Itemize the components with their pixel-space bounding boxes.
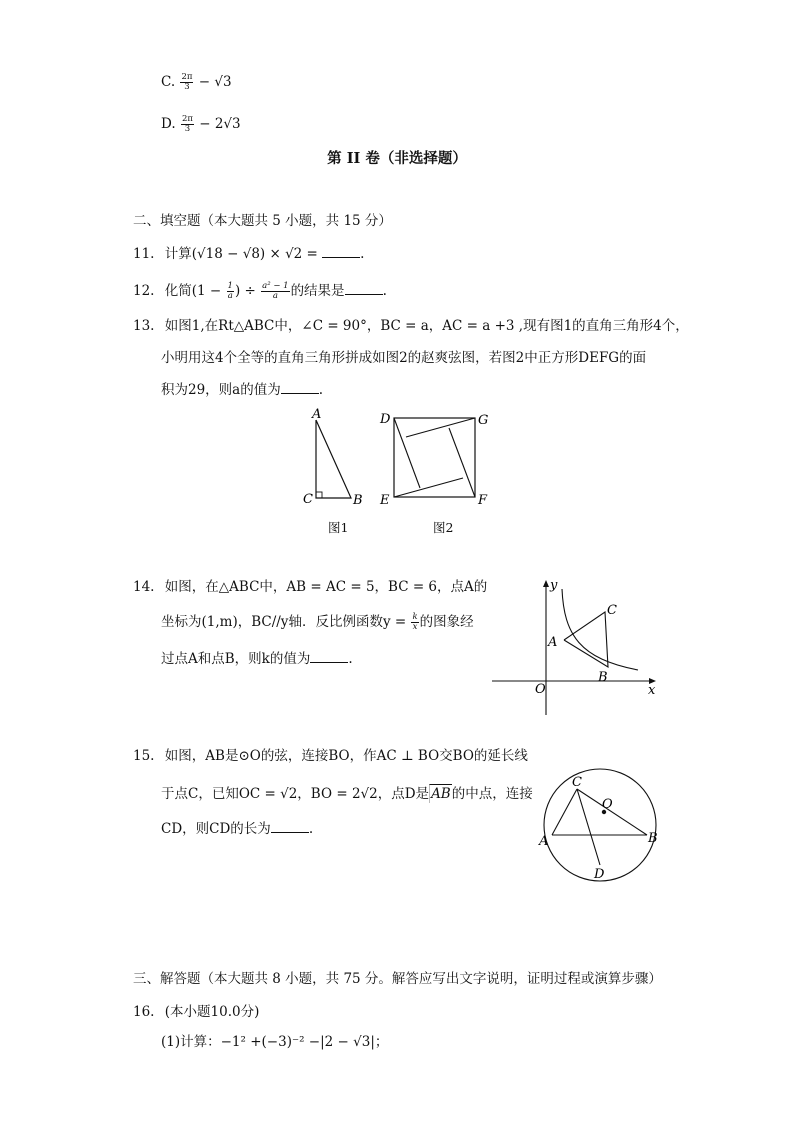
q15-number: 15. [133,748,155,764]
label-y: y [550,578,558,593]
label-b: B [598,670,608,685]
q13-period: . [318,382,324,398]
y-axis-arrow [543,580,549,587]
frac-num: a² − 1 [262,281,289,291]
segment-3 [449,428,475,497]
q14-line2a: 坐标为(1,m)，BC//y轴．反比例函数y = [161,614,407,630]
question-13-line-3 [161,381,323,399]
q14-line1: 如图，在△ABC中，AB = AC = 5，BC = 6，点A的 [164,579,488,595]
frac-num: 1 [227,281,233,291]
question-12 [133,282,387,301]
figure-2-caption: 图2 [433,520,454,535]
label-a: A [539,834,549,849]
figure-1-caption: 图1 [328,520,349,535]
q11-text: 计算(√18 − √8) × √2 = [164,246,318,262]
segment-cb [577,789,647,835]
frac-den: x [412,622,418,632]
label-c: C [607,603,617,618]
q15-circle-figure [530,768,670,883]
square-defg [394,418,475,497]
section2-heading: 二、填空题（本大题共 5 小题，共 15 分） [133,213,392,229]
segment-4 [394,478,463,497]
question-14-line-2 [161,613,474,632]
label-c: C [303,492,313,507]
option-d-fraction [181,115,194,134]
q13-line3: 积为29，则a的值为 [161,382,281,398]
question-13-line-1 [133,317,689,335]
q11-number: 11. [133,246,155,262]
option-d-label: D. [161,116,176,132]
frac-num: k [412,612,418,622]
label-o: O [535,682,546,697]
label-d: D [380,412,391,427]
q14-answer-blank[interactable] [310,650,348,663]
option-d [161,115,241,134]
hyperbola-curve [562,589,638,670]
label-d: D [594,867,605,882]
q14-coordinate-figure [488,575,663,720]
question-15-line-1 [133,747,528,765]
q14-line3: 过点A和点B，则k的值为 [161,651,311,667]
q12-period: . [382,283,387,299]
segment-ac [552,789,577,835]
frac-den: 3 [184,124,191,134]
q15-line3: CD，则CD的长为 [161,821,271,837]
question-14-line-1 [133,578,487,596]
label-e: E [380,493,390,508]
q15-line2a: 于点C，已知OC = √2，BO = 2√2，点D是 [161,786,430,802]
q14-period: . [348,651,353,667]
segment-cd [577,789,600,865]
frac-den: a [227,291,233,301]
right-angle-mark [316,492,322,498]
q12-number: 12. [133,283,155,299]
q16-number: 16. [133,1004,155,1020]
q13-line1: 如图1,在Rt△ABC中，∠C = 90°，BC = a，AC = a +3 ,现有图1的直角三角形4个， [164,318,689,334]
label-o: O [602,797,613,812]
q13-number: 13. [133,318,155,334]
q12-fraction-2 [261,282,289,301]
figure-2-zhao-shuang-diagram [376,404,496,510]
label-b: B [648,831,658,846]
q15-period: . [308,821,314,837]
label-g: G [478,413,489,428]
q11-answer-blank[interactable] [322,245,360,258]
label-a: A [312,407,322,422]
q11-period: . [360,246,365,262]
q12-text-c: 的结果是 [290,283,345,299]
segment-1 [394,418,420,488]
label-c: C [572,775,582,790]
option-c-fraction [180,73,193,92]
frac-den: a [272,291,278,301]
frac-num: 2π [181,114,193,124]
label-b: B [353,493,363,508]
triangle-abc [316,420,351,498]
question-15-line-3 [161,820,313,838]
question-14-line-3 [161,650,353,668]
q12-text-a: 化简(1 − [164,283,222,299]
option-d-expr: − 2√3 [199,116,241,132]
q16-part-1: (1)计算：−1² +(−3)⁻² −|2 − √3|； [161,1034,389,1050]
q15-arc-ab: AB [431,786,451,802]
q12-fraction-1 [227,282,234,301]
part2-title: 第 II 卷（非选择题） [327,150,467,167]
q13-answer-blank[interactable] [281,381,319,394]
q16-intro: (本小题10.0分) [164,1004,260,1020]
label-x: x [648,683,656,698]
label-a: A [548,635,558,650]
label-f: F [478,493,488,508]
q12-answer-blank[interactable] [345,282,383,295]
q15-answer-blank[interactable] [271,820,309,833]
frac-den: 3 [184,82,190,92]
question-15-line-2 [161,784,533,803]
question-11 [133,245,364,263]
option-c [161,73,232,92]
q12-text-b: ) ÷ [234,283,256,299]
q14-fraction [411,613,418,632]
q15-line1: 如图，AB是⊙O的弦，连接BO，作AC ⊥ BO交BO的延长线 [164,748,528,764]
question-16-intro [133,1003,259,1021]
figure-1-right-triangle [296,404,376,524]
section3-heading: 三、解答题（本大题共 8 小题，共 75 分。解答应写出文字说明，证明过程或演算步骤） [133,971,662,987]
option-c-expr: − √3 [198,74,232,90]
q13-line2: 小明用这4个全等的直角三角形拼成如图2的赵爽弦图，若图2中正方形DEFG的面 [161,350,647,366]
option-c-label: C. [161,74,176,90]
frac-num: 2π [181,72,193,82]
q14-line2b: 的图象经 [419,614,474,630]
q15-line2b: 的中点，连接 [451,786,533,802]
segment-2 [406,418,475,437]
q14-number: 14. [133,579,155,595]
